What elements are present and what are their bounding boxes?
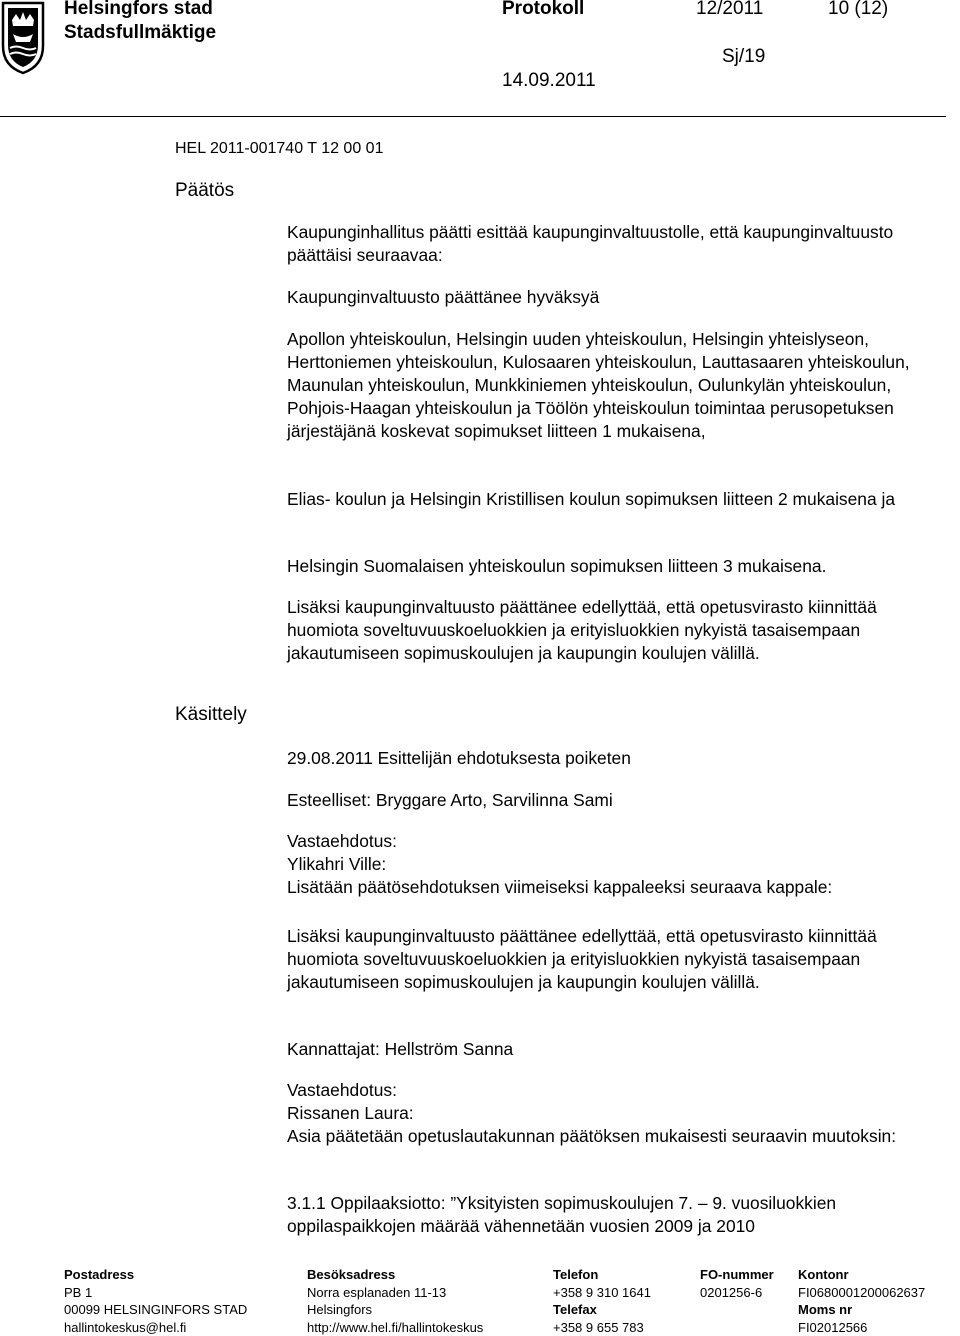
city-crest-logo bbox=[0, 0, 46, 76]
footer-postal-line: 00099 HELSINGINFORS STAD bbox=[64, 1301, 247, 1319]
footer-visit bbox=[307, 1266, 483, 1336]
paragraph-11: Lisätään päätösehdotuksen viimeiseksi kappaleeksi seuraava kappale: bbox=[287, 876, 952, 899]
paragraph-9: Vastaehdotus: bbox=[287, 830, 952, 853]
paragraph-7: 29.08.2011 Esittelijän ehdotuksesta poiketen bbox=[287, 747, 952, 770]
header-date: 14.09.2011 bbox=[502, 70, 596, 92]
footer-vat-heading: Moms nr bbox=[798, 1301, 925, 1319]
paragraph-16: Asia päätetään opetuslautakunnan päätöksen mukaisesti seuraavin muutoksin: bbox=[287, 1125, 952, 1148]
footer-business-id-heading: FO-nummer bbox=[700, 1266, 774, 1284]
case-id: HEL 2011-001740 T 12 00 01 bbox=[175, 140, 383, 158]
footer-postal-line: PB 1 bbox=[64, 1284, 247, 1302]
header-issue: 12/2011 bbox=[696, 0, 763, 20]
footer-postal bbox=[64, 1266, 247, 1336]
footer-account bbox=[798, 1266, 925, 1336]
paragraph-8: Esteelliset: Bryggare Arto, Sarvilinna Sami bbox=[287, 789, 952, 812]
header-doc-type: Protokoll bbox=[502, 0, 584, 20]
header-divider bbox=[0, 116, 946, 117]
footer-account-heading: Kontonr bbox=[798, 1266, 925, 1284]
header-section: Sj/19 bbox=[722, 46, 765, 68]
paragraph-1: Kaupunginhallitus päätti esittää kaupunginvaltuustolle, että kaupunginvaltuusto päättäisi seuraavaa: bbox=[287, 221, 952, 267]
paragraph-6: Lisäksi kaupunginvaltuusto päättänee edellyttää, että opetusvirasto kiinnittää huomiota soveltuvuuskoeluokkien ja erityisluokkien nykyistä tasaisempaan jakautumiseen sopimuskoulujen ja kaupungin koulujen välillä. bbox=[287, 596, 952, 665]
footer-fax-heading: Telefax bbox=[553, 1301, 651, 1319]
paragraph-13: Kannattajat: Hellström Sanna bbox=[287, 1038, 952, 1061]
footer-email[interactable]: hallintokeskus@hel.fi bbox=[64, 1319, 247, 1336]
footer-phone-number: +358 9 310 1641 bbox=[553, 1284, 651, 1302]
footer-visit-line: Norra esplanaden 11-13 bbox=[307, 1284, 483, 1302]
label-decision: Päätös bbox=[175, 180, 234, 202]
footer-phone bbox=[553, 1266, 651, 1336]
header-org: Helsingfors stad bbox=[64, 0, 213, 20]
footer-fax-number: +358 9 655 783 bbox=[553, 1319, 651, 1336]
paragraph-5: Helsingin Suomalaisen yhteiskoulun sopimuksen liitteen 3 mukaisena. bbox=[287, 555, 952, 578]
paragraph-12: Lisäksi kaupunginvaltuusto päättänee edellyttää, että opetusvirasto kiinnittää huomiota soveltuvuuskoeluokkien ja erityisluokkien nykyistä tasaisempaan jakautumiseen sopimuskoulujen ja kaupungin koulujen välillä. bbox=[287, 925, 952, 994]
paragraph-2: Kaupunginvaltuusto päättänee hyväksyä bbox=[287, 286, 952, 309]
header-body: Stadsfullmäktige bbox=[64, 22, 216, 44]
footer-visit-heading: Besöksadress bbox=[307, 1266, 483, 1284]
footer-postal-heading: Postadress bbox=[64, 1266, 247, 1284]
paragraph-17: 3.1.1 Oppilaaksiotto: ”Yksityisten sopimuskoulujen 7. – 9. vuosiluokkien oppilaspaikkojen määrää vähennetään vuosien 2009 ja 2010 bbox=[287, 1192, 952, 1238]
label-handling: Käsittely bbox=[175, 704, 247, 726]
paragraph-14: Vastaehdotus: bbox=[287, 1079, 952, 1102]
footer-website[interactable]: http://www.hel.fi/hallintokeskus bbox=[307, 1319, 483, 1336]
paragraph-10: Ylikahri Ville: bbox=[287, 853, 952, 876]
footer-account-number: FI0680001200062637 bbox=[798, 1284, 925, 1302]
footer-vat-number: FI02012566 bbox=[798, 1319, 925, 1336]
paragraph-4: Elias- koulun ja Helsingin Kristillisen koulun sopimuksen liitteen 2 mukaisena ja bbox=[287, 488, 952, 511]
footer-business-id-value: 0201256-6 bbox=[700, 1284, 774, 1302]
paragraph-3: Apollon yhteiskoulun, Helsingin uuden yhteiskoulun, Helsingin yhteislyseon, Herttoniemen yhteiskoulun, Kulosaaren yhteiskoulun, Lauttasaaren yhteiskoulun, Maunulan yhteiskoulun, Munkkiniemen yhteiskoulun, Oulunkylän yhteiskoulun, Pohjois-Haagan yhteiskoulun ja Töölön yhteiskoulun toimintaa perusopetuksen järjestäjänä koskevat sopimukset liitteen 1 mukaisena, bbox=[287, 328, 952, 443]
footer-visit-line: Helsingfors bbox=[307, 1301, 483, 1319]
footer-phone-heading: Telefon bbox=[553, 1266, 651, 1284]
header-page-number: 10 (12) bbox=[828, 0, 888, 20]
footer-business-id bbox=[700, 1266, 774, 1301]
paragraph-15: Rissanen Laura: bbox=[287, 1102, 952, 1125]
